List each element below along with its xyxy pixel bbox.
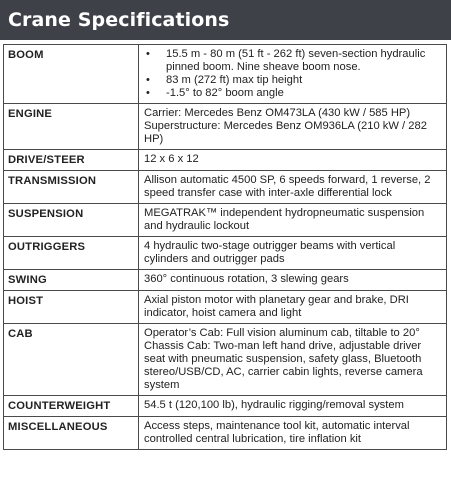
row-value bbox=[139, 237, 447, 270]
value-line: Axial piston motor with planetary gear and brake, DRI indicator, hoist camera and light bbox=[144, 294, 409, 319]
row-value bbox=[139, 417, 447, 450]
value-line: Access steps, maintenance tool kit, automatic interval controlled central lubrication, tire inflation kit bbox=[144, 420, 410, 445]
value-line: 54.5 t (120,100 lb), hydraulic rigging/removal system bbox=[144, 399, 404, 411]
value-line: Allison automatic 4500 SP, 6 speeds forward, 1 reverse, 2 speed transfer case with inter-axle differential lock bbox=[144, 174, 431, 199]
row-value bbox=[139, 104, 447, 150]
value-line: 4 hydraulic two-stage outrigger beams with vertical cylinders and outrigger pads bbox=[144, 240, 396, 265]
table-row bbox=[4, 324, 447, 396]
list-item: • 15.5 m - 80 m (51 ft - 262 ft) seven-section hydraulic pinned boom. Nine sheave boom nose. bbox=[144, 48, 442, 74]
value-line: MEGATRAK™ independent hydropneumatic suspension and hydraulic lockout bbox=[144, 207, 425, 232]
row-label: CAB bbox=[4, 324, 139, 396]
row-value bbox=[139, 150, 447, 171]
table-row bbox=[4, 396, 447, 417]
row-label: BOOM bbox=[4, 45, 139, 104]
table-row bbox=[4, 270, 447, 291]
value-line: 360° continuous rotation, 3 slewing gears bbox=[144, 273, 349, 285]
bullet-list bbox=[144, 48, 442, 100]
row-label: DRIVE/STEER bbox=[4, 150, 139, 171]
value-line: Carrier: Mercedes Benz OM473LA (430 kW / 585 HP) bbox=[144, 107, 411, 119]
row-label: OUTRIGGERS bbox=[4, 237, 139, 270]
table-row bbox=[4, 171, 447, 204]
value-line: 12 x 6 x 12 bbox=[144, 153, 199, 165]
table-row bbox=[4, 291, 447, 324]
list-item: • 83 m (272 ft) max tip height bbox=[144, 74, 442, 87]
table-row bbox=[4, 417, 447, 450]
row-value bbox=[139, 270, 447, 291]
value-line: Operator’s Cab: Full vision aluminum cab, tiltable to 20° bbox=[144, 327, 420, 339]
row-label: ENGINE bbox=[4, 104, 139, 150]
row-label: TRANSMISSION bbox=[4, 171, 139, 204]
table-row bbox=[4, 104, 447, 150]
table-row bbox=[4, 237, 447, 270]
row-value bbox=[139, 204, 447, 237]
row-label: COUNTERWEIGHT bbox=[4, 396, 139, 417]
table-row bbox=[4, 204, 447, 237]
row-value bbox=[139, 396, 447, 417]
row-label: SUSPENSION bbox=[4, 204, 139, 237]
value-line: Superstructure: Mercedes Benz OM936LA (210 kW / 282 HP) bbox=[144, 120, 427, 145]
table-row bbox=[4, 150, 447, 171]
row-value bbox=[139, 291, 447, 324]
spec-table bbox=[3, 44, 447, 450]
page-title: Crane Specifications bbox=[0, 0, 451, 40]
row-label: MISCELLANEOUS bbox=[4, 417, 139, 450]
value-line: Chassis Cab: Two-man left hand drive, adjustable driver seat with pneumatic suspension, safety glass, Bluetooth stereo/USB/CD, AC, carrier cabin lights, reverse camera system bbox=[144, 340, 423, 391]
row-value bbox=[139, 324, 447, 396]
row-label: HOIST bbox=[4, 291, 139, 324]
row-label: SWING bbox=[4, 270, 139, 291]
table-row bbox=[4, 45, 447, 104]
list-item: • -1.5° to 82° boom angle bbox=[144, 87, 442, 100]
row-value bbox=[139, 171, 447, 204]
row-value bbox=[139, 45, 447, 104]
